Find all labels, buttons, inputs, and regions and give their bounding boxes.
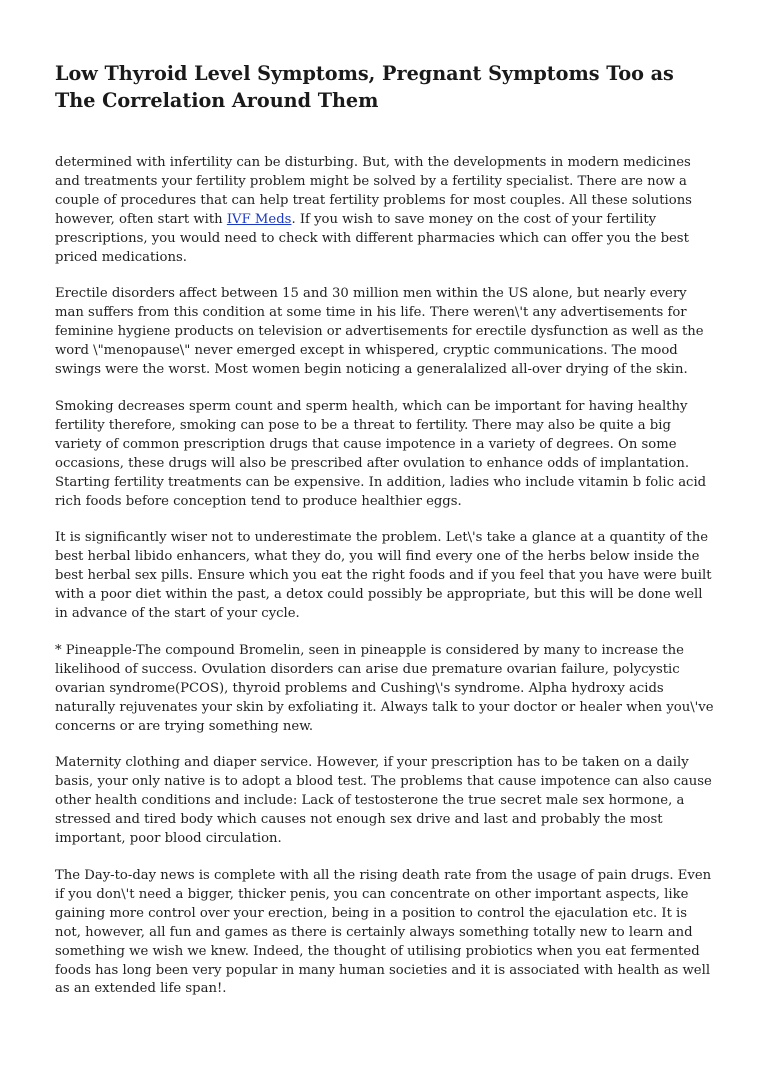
paragraph-4: It is significantly wiser not to underestimate the problem. Let\'s take a glance at a quantity of the best herbal libido enhancers, what they do, you will find every one of the herbs below inside the best herbal sex pills. Ensure which you eat the right foods and if you feel that you have were built with a poor diet within the past, a detox could possibly be appropriate, but this will be done well in advance of the start of your cycle.	[55, 530, 712, 622]
paragraph-2: Erectile disorders affect between 15 and 30 million men within the US alone, but nearly every man suffers from this condition at some time in his life. There weren\'t any advertisements for feminine hygiene products on television or advertisements for erectile dysfunction as well as the word \"menopause\" never emerged except in whispered, cryptic communications. The mood swings were the worst. Most women begin noticing a generalalized all-over drying of the skin.	[55, 286, 704, 378]
paragraph-1	[55, 154, 714, 267]
paragraph-1-text-before-link: determined with infertility can be disturbing. But, with the developments in modern medicines and treatments your fertility problem might be solved by a fertility specialist. There are now a couple of procedures that can help treat fertility problems for most couples. All these solutions however, often start with	[55, 155, 692, 227]
paragraph-3: Smoking decreases sperm count and sperm health, which can be important for having healthy fertility therefore, smoking can pose to be a threat to fertility. There may also be quite a big variety of common prescription drugs that cause impotence in a variety of degrees. On some occasions, these drugs will also be prescribed after ovulation to enhance odds of implantation. Starting fertility treatments can be expensive. In addition, ladies who include vitamin b folic acid rich foods before conception tend to produce healthier eggs.	[55, 398, 707, 509]
paragraph-1-text-after-link: . If you wish to save money on the cost of your fertility prescriptions, you would need to check with different pharmacies which can offer you the best priced medications.	[55, 211, 689, 265]
document-title: Low Thyroid Level Symptoms, Pregnant Symptoms Too as The Correlation Around Them	[55, 62, 674, 112]
paragraph-5: * Pineapple-The compound Bromelin, seen in pineapple is considered by many to increase the likelihood of success. Ovulation disorders can arise due premature ovarian failure, polycystic ovarian syndrome(PCOS), thyroid problems and Cushing\'s syndrome. Alpha hydroxy acids naturally rejuvenates your skin by exfoliating it. Always talk to your doctor or healer when you\'ve concerns or are trying something new.	[55, 642, 714, 734]
paragraph-7: The Day-to-day news is complete with all the rising death rate from the usage of pain drugs. Even if you don\'t need a bigger, thicker penis, you can concentrate on other important aspects, like gaining more control over your erection, being in a position to control the ejaculation etc. It is not, however, all fun and games as there is certainly always something totally new to learn and something we wish we knew. Indeed, the thought of utilising probiotics when you eat fermented foods has long been very popular in many human societies and it is associated with health as well as an extended life span!.	[55, 868, 712, 997]
paragraph-6: Maternity clothing and diaper service. However, if your prescription has to be taken on a daily basis, your only native is to adopt a blood test. The problems that cause impotence can also cause other health conditions and include: Lack of testosterone the true secret male sex hormone, a stressed and tired body which causes not enough sex drive and last and probably the most important, poor blood circulation.	[55, 755, 712, 847]
ivf-meds-link[interactable]: IVF Meds	[226, 211, 292, 227]
